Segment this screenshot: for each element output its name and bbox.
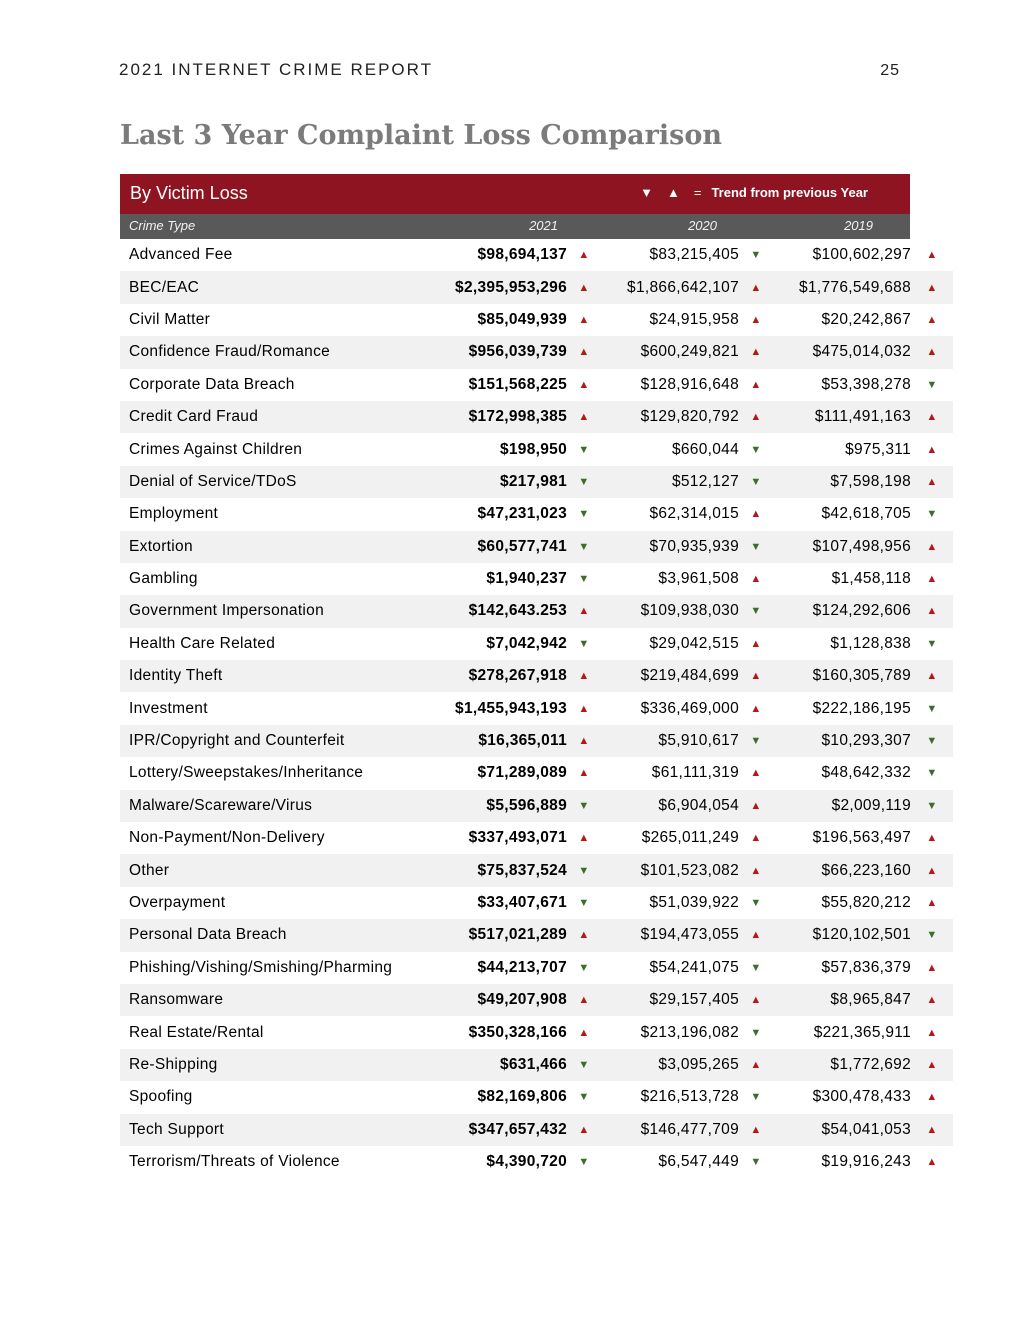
table-row <box>120 1114 953 1146</box>
loss-2020-cell: $3,095,265 <box>601 1049 739 1081</box>
table-row <box>120 692 953 724</box>
loss-2021-cell: $217,981 <box>429 466 567 498</box>
trend-2019-up-icon: ▲ <box>926 832 938 845</box>
table-row <box>120 1081 953 1113</box>
trend-2019-up-icon: ▲ <box>926 313 938 326</box>
loss-2021-cell: $151,568,225 <box>468 375 567 393</box>
trend-2020-down-icon: ▼ <box>739 725 773 757</box>
trend-2020-up-icon: ▲ <box>739 271 773 303</box>
legend-text: Trend from previous Year <box>711 185 868 200</box>
loss-2020-cell: $6,904,054 <box>601 790 739 822</box>
trend-2021-up-icon: ▲ <box>567 595 601 627</box>
loss-comparison-table <box>120 174 938 1178</box>
trend-2021-down-icon: ▼ <box>567 531 601 563</box>
loss-2019-cell: $124,292,606 <box>773 595 911 627</box>
trend-2020-up-icon: ▲ <box>750 767 762 780</box>
loss-2020-cell: $51,039,922 <box>649 894 739 911</box>
table-row <box>120 1016 953 1048</box>
column-header-2021: 2021 <box>529 218 558 233</box>
crime-type-cell: Other <box>120 854 429 886</box>
crime-type-cell: IPR/Copyright and Counterfeit <box>120 725 429 757</box>
loss-2020-cell: $129,820,792 <box>601 401 739 433</box>
trend-2021-up-icon: ▲ <box>578 313 590 326</box>
table-row <box>120 660 953 692</box>
crime-type-cell: Lottery/Sweepstakes/Inheritance <box>129 764 364 782</box>
crime-type-cell: Non-Payment/Non-Delivery <box>129 829 325 847</box>
loss-2019-cell: $100,602,297 <box>812 246 911 264</box>
trend-2021-down-icon: ▼ <box>578 573 590 586</box>
column-header-2020: 2020 <box>688 218 717 233</box>
trend-2019-down-icon: ▼ <box>911 790 953 822</box>
loss-2019-cell: $7,598,198 <box>773 466 911 498</box>
loss-2021-cell: $172,998,385 <box>429 401 567 433</box>
table-row <box>120 790 953 822</box>
loss-2020-cell: $600,249,821 <box>601 336 739 368</box>
table-row <box>120 401 953 433</box>
column-header-2019: 2019 <box>844 218 873 233</box>
loss-2021-cell: $5,596,889 <box>429 790 567 822</box>
trend-2021-up-icon: ▲ <box>578 1026 590 1039</box>
trend-2021-up-icon: ▲ <box>567 271 601 303</box>
trend-2021-down-icon: ▼ <box>578 508 590 521</box>
trend-2019-up-icon: ▲ <box>926 897 938 909</box>
trend-2019-up-icon: ▲ <box>926 1026 938 1039</box>
loss-2019-cell: $221,365,911 <box>813 1023 911 1041</box>
trend-2020-down-icon: ▼ <box>750 249 762 262</box>
trend-2020-up-icon: ▲ <box>739 854 773 886</box>
loss-2019-cell: $120,102,501 <box>773 919 911 951</box>
loss-2020-cell: $61,111,319 <box>651 764 739 782</box>
loss-2019-cell: $48,642,332 <box>821 764 911 782</box>
trend-2019-up-icon: ▲ <box>911 595 953 627</box>
loss-2019-cell: $107,498,956 <box>773 531 911 563</box>
trend-2020-up-icon: ▲ <box>750 702 762 715</box>
loss-2020-cell: $219,484,699 <box>601 660 739 692</box>
table-row <box>120 466 953 498</box>
trend-2020-down-icon: ▼ <box>750 897 762 909</box>
loss-2020-cell: $213,196,082 <box>640 1023 739 1041</box>
trend-2019-down-icon: ▼ <box>926 508 938 521</box>
trend-2021-up-icon: ▲ <box>567 725 601 757</box>
loss-2020-cell: $109,938,030 <box>601 595 739 627</box>
loss-2020-cell: $128,916,648 <box>640 375 739 393</box>
trend-2020-down-icon: ▼ <box>750 961 762 974</box>
loss-2021-cell: $4,390,720 <box>486 1153 567 1171</box>
loss-2020-cell: $194,473,055 <box>601 919 739 951</box>
trend-2021-down-icon: ▼ <box>567 790 601 822</box>
page-number: 25 <box>880 62 900 79</box>
crime-type-cell: Civil Matter <box>129 310 211 328</box>
trend-2019-up-icon: ▲ <box>926 1156 938 1169</box>
trend-2019-up-icon: ▲ <box>911 1114 953 1146</box>
trend-2019-up-icon: ▲ <box>911 854 953 886</box>
loss-2020-cell: $62,314,015 <box>649 505 739 523</box>
loss-2019-cell: $160,305,789 <box>773 660 911 692</box>
table-row <box>120 952 953 984</box>
loss-2021-cell: $7,042,942 <box>486 634 567 652</box>
trend-2020-down-icon: ▼ <box>750 1091 762 1104</box>
trend-2019-up-icon: ▲ <box>911 336 953 368</box>
trend-2021-down-icon: ▼ <box>578 637 590 650</box>
trend-2019-up-icon: ▲ <box>926 1091 938 1104</box>
crime-type-cell: Phishing/Vishing/Smishing/Pharming <box>129 958 393 976</box>
trend-2021-down-icon: ▼ <box>567 466 601 498</box>
table-row <box>120 498 953 530</box>
trend-2021-up-icon: ▲ <box>567 401 601 433</box>
table-row <box>120 725 953 757</box>
loss-2021-cell: $350,328,166 <box>468 1023 567 1041</box>
loss-2020-cell: $336,469,000 <box>640 699 739 717</box>
loss-2021-cell: $49,207,908 <box>429 984 567 1016</box>
table-row <box>120 336 953 368</box>
loss-2019-cell: $475,014,032 <box>773 336 911 368</box>
crime-type-cell: Tech Support <box>120 1114 429 1146</box>
table-row <box>120 822 953 854</box>
crime-type-cell: BEC/EAC <box>120 271 429 303</box>
crime-type-cell: Confidence Fraud/Romance <box>120 336 429 368</box>
column-header-row <box>120 214 910 239</box>
trend-2021-down-icon: ▼ <box>578 443 590 456</box>
trend-2019-up-icon: ▲ <box>911 1049 953 1081</box>
loss-2019-cell: $300,478,433 <box>812 1088 911 1106</box>
crime-type-cell: Personal Data Breach <box>120 919 429 951</box>
loss-2020-cell: $101,523,082 <box>601 854 739 886</box>
trend-2019-up-icon: ▲ <box>926 443 938 456</box>
trend-2021-up-icon: ▲ <box>567 984 601 1016</box>
loss-2021-cell: $85,049,939 <box>477 310 567 328</box>
report-title: 2021 INTERNET CRIME REPORT <box>119 60 433 79</box>
loss-2020-cell: $512,127 <box>601 466 739 498</box>
loss-2019-cell: $20,242,867 <box>821 310 911 328</box>
trend-2021-up-icon: ▲ <box>578 832 590 845</box>
loss-2021-cell: $98,694,137 <box>477 246 567 264</box>
crime-type-cell: Malware/Scareware/Virus <box>120 790 429 822</box>
trend-2021-down-icon: ▼ <box>578 961 590 974</box>
legend-equals: = <box>693 185 702 200</box>
trend-2020-up-icon: ▲ <box>739 790 773 822</box>
loss-2021-cell: $631,466 <box>429 1049 567 1081</box>
trend-2019-up-icon: ▲ <box>926 961 938 974</box>
crime-type-cell: Employment <box>129 505 219 523</box>
trend-up-icon: ▲ <box>666 185 680 200</box>
loss-2020-cell: $1,866,642,107 <box>601 271 739 303</box>
trend-2020-up-icon: ▲ <box>739 660 773 692</box>
trend-2021-up-icon: ▲ <box>578 767 590 780</box>
trend-2020-down-icon: ▼ <box>750 1026 762 1039</box>
trend-2021-down-icon: ▼ <box>578 1156 590 1169</box>
crime-type-cell: Overpayment <box>129 894 226 911</box>
loss-2021-cell: $278,267,918 <box>429 660 567 692</box>
trend-2019-up-icon: ▲ <box>911 531 953 563</box>
trend-2020-down-icon: ▼ <box>750 1156 762 1169</box>
trend-2019-down-icon: ▼ <box>926 702 938 715</box>
section-title: Last 3 Year Complaint Loss Comparison <box>120 120 722 151</box>
crime-type-cell: Gambling <box>129 570 198 588</box>
loss-2020-cell: $24,915,958 <box>649 310 739 328</box>
crime-type-cell: Ransomware <box>120 984 429 1016</box>
crime-type-cell: Real Estate/Rental <box>129 1023 264 1041</box>
trend-2020-up-icon: ▲ <box>739 401 773 433</box>
table-row <box>120 1049 953 1081</box>
trend-2021-up-icon: ▲ <box>567 1114 601 1146</box>
trend-2020-down-icon: ▼ <box>750 443 762 456</box>
trend-2020-up-icon: ▲ <box>750 573 762 586</box>
trend-2019-up-icon: ▲ <box>926 249 938 262</box>
loss-2021-cell: $44,213,707 <box>477 958 567 976</box>
loss-2020-cell: $54,241,075 <box>649 958 739 976</box>
loss-2021-cell: $16,365,011 <box>429 725 567 757</box>
loss-2020-cell: $660,044 <box>671 440 739 458</box>
banner-title: By Victim Loss <box>130 183 248 203</box>
loss-2021-cell: $1,455,943,193 <box>455 699 567 717</box>
trend-2020-down-icon: ▼ <box>739 466 773 498</box>
crime-type-cell: Credit Card Fraud <box>120 401 429 433</box>
trend-2020-down-icon: ▼ <box>739 531 773 563</box>
trend-2021-up-icon: ▲ <box>578 702 590 715</box>
trend-2020-down-icon: ▼ <box>739 595 773 627</box>
trend-down-icon: ▼ <box>640 185 653 200</box>
loss-2020-cell: $3,961,508 <box>658 570 739 588</box>
crime-type-cell: Identity Theft <box>120 660 429 692</box>
trend-2020-up-icon: ▲ <box>739 919 773 951</box>
loss-2021-cell: $347,657,432 <box>429 1114 567 1146</box>
crime-type-cell: Advanced Fee <box>129 246 233 264</box>
loss-2019-cell: $10,293,307 <box>773 725 911 757</box>
loss-2021-cell: $142,643.253 <box>429 595 567 627</box>
trend-2020-up-icon: ▲ <box>750 832 762 845</box>
trend-2021-down-icon: ▼ <box>578 897 590 909</box>
trend-2021-up-icon: ▲ <box>567 660 601 692</box>
table-row <box>120 628 953 660</box>
loss-2021-cell: $75,837,524 <box>429 854 567 886</box>
crime-type-cell: Investment <box>129 699 208 717</box>
table-banner <box>120 174 910 214</box>
loss-2020-cell: $70,935,939 <box>601 531 739 563</box>
loss-2019-cell: $1,128,838 <box>830 634 911 652</box>
loss-2021-cell: $47,231,023 <box>477 505 567 523</box>
table-row <box>120 919 953 951</box>
trend-2019-down-icon: ▼ <box>911 919 953 951</box>
trend-2019-down-icon: ▼ <box>926 378 938 391</box>
trend-2020-up-icon: ▲ <box>750 637 762 650</box>
trend-2020-up-icon: ▲ <box>750 313 762 326</box>
crime-type-cell: Crimes Against Children <box>129 440 303 458</box>
loss-2021-cell: $71,289,089 <box>477 764 567 782</box>
trend-2019-up-icon: ▲ <box>911 660 953 692</box>
crime-type-cell: Spoofing <box>129 1088 193 1106</box>
loss-2019-cell: $2,009,119 <box>773 790 911 822</box>
loss-2020-cell: $29,157,405 <box>601 984 739 1016</box>
crime-type-cell: Re-Shipping <box>120 1049 429 1081</box>
trend-2019-down-icon: ▼ <box>926 767 938 780</box>
table-row <box>120 271 953 303</box>
table-row <box>120 531 953 563</box>
trend-2019-down-icon: ▼ <box>926 637 938 650</box>
loss-2020-cell: $146,477,709 <box>601 1114 739 1146</box>
trend-2021-up-icon: ▲ <box>567 336 601 368</box>
trend-2020-up-icon: ▲ <box>750 508 762 521</box>
loss-2020-cell: $216,513,728 <box>640 1088 739 1106</box>
trend-2021-up-icon: ▲ <box>578 378 590 391</box>
trend-2019-up-icon: ▲ <box>926 573 938 586</box>
loss-2019-cell: $222,186,195 <box>812 699 911 717</box>
crime-type-cell: Denial of Service/TDoS <box>120 466 429 498</box>
trend-2019-up-icon: ▲ <box>911 401 953 433</box>
trend-2021-down-icon: ▼ <box>567 854 601 886</box>
loss-2019-cell: $1,772,692 <box>773 1049 911 1081</box>
loss-2020-cell: $6,547,449 <box>658 1153 739 1171</box>
loss-2019-cell: $54,041,053 <box>773 1114 911 1146</box>
loss-2019-cell: $111,491,163 <box>773 401 911 433</box>
table-row <box>120 304 953 336</box>
loss-2021-cell: $82,169,806 <box>477 1088 567 1106</box>
crime-type-cell: Government Impersonation <box>120 595 429 627</box>
trend-2020-up-icon: ▲ <box>739 336 773 368</box>
loss-2021-cell: $198,950 <box>499 440 567 458</box>
table-row <box>120 854 953 886</box>
loss-table-body <box>120 239 953 1178</box>
loss-2021-cell: $33,407,671 <box>477 894 567 911</box>
table-row <box>120 369 953 401</box>
loss-2019-cell: $55,820,212 <box>821 894 911 911</box>
trend-legend <box>640 185 868 200</box>
table-row <box>120 1146 953 1178</box>
crime-type-cell: Terrorism/Threats of Violence <box>129 1153 340 1171</box>
trend-2020-up-icon: ▲ <box>739 984 773 1016</box>
loss-2021-cell: $2,395,953,296 <box>429 271 567 303</box>
table-row <box>120 595 953 627</box>
crime-type-cell: Corporate Data Breach <box>129 375 295 393</box>
loss-2021-cell: $337,493,071 <box>468 829 567 847</box>
table-row <box>120 757 953 789</box>
loss-2021-cell: $60,577,741 <box>429 531 567 563</box>
loss-2019-cell: $196,563,497 <box>812 829 911 847</box>
loss-2021-cell: $517,021,289 <box>429 919 567 951</box>
table-row <box>120 563 953 595</box>
table-row <box>120 984 953 1016</box>
loss-2019-cell: $53,398,278 <box>821 375 911 393</box>
loss-2019-cell: $8,965,847 <box>773 984 911 1016</box>
loss-2019-cell: $42,618,705 <box>821 505 911 523</box>
trend-2021-down-icon: ▼ <box>578 1091 590 1104</box>
crime-type-cell: Health Care Related <box>129 634 276 652</box>
loss-2019-cell: $57,836,379 <box>821 958 911 976</box>
loss-2020-cell: $265,011,249 <box>641 829 739 847</box>
table-row <box>120 887 953 919</box>
trend-2021-up-icon: ▲ <box>578 249 590 262</box>
column-header-crime-type: Crime Type <box>129 218 196 233</box>
loss-2021-cell: $1,940,237 <box>486 570 567 588</box>
trend-2020-up-icon: ▲ <box>739 1049 773 1081</box>
loss-2019-cell: $1,458,118 <box>831 570 911 588</box>
trend-2021-down-icon: ▼ <box>567 1049 601 1081</box>
loss-2020-cell: $83,215,405 <box>649 246 739 264</box>
loss-2019-cell: $19,916,243 <box>821 1153 911 1171</box>
trend-2019-down-icon: ▼ <box>911 725 953 757</box>
crime-type-cell: Extortion <box>120 531 429 563</box>
loss-2019-cell: $1,776,549,688 <box>773 271 911 303</box>
loss-2019-cell: $66,223,160 <box>773 854 911 886</box>
loss-2020-cell: $5,910,617 <box>601 725 739 757</box>
loss-2020-cell: $29,042,515 <box>649 634 739 652</box>
trend-2019-up-icon: ▲ <box>911 466 953 498</box>
trend-2020-up-icon: ▲ <box>750 378 762 391</box>
trend-2019-up-icon: ▲ <box>911 271 953 303</box>
table-row <box>120 239 953 271</box>
loss-2021-cell: $956,039,739 <box>429 336 567 368</box>
trend-2019-up-icon: ▲ <box>911 984 953 1016</box>
trend-2020-up-icon: ▲ <box>739 1114 773 1146</box>
trend-2021-up-icon: ▲ <box>567 919 601 951</box>
loss-2019-cell: $975,311 <box>845 440 911 458</box>
table-row <box>120 433 953 465</box>
